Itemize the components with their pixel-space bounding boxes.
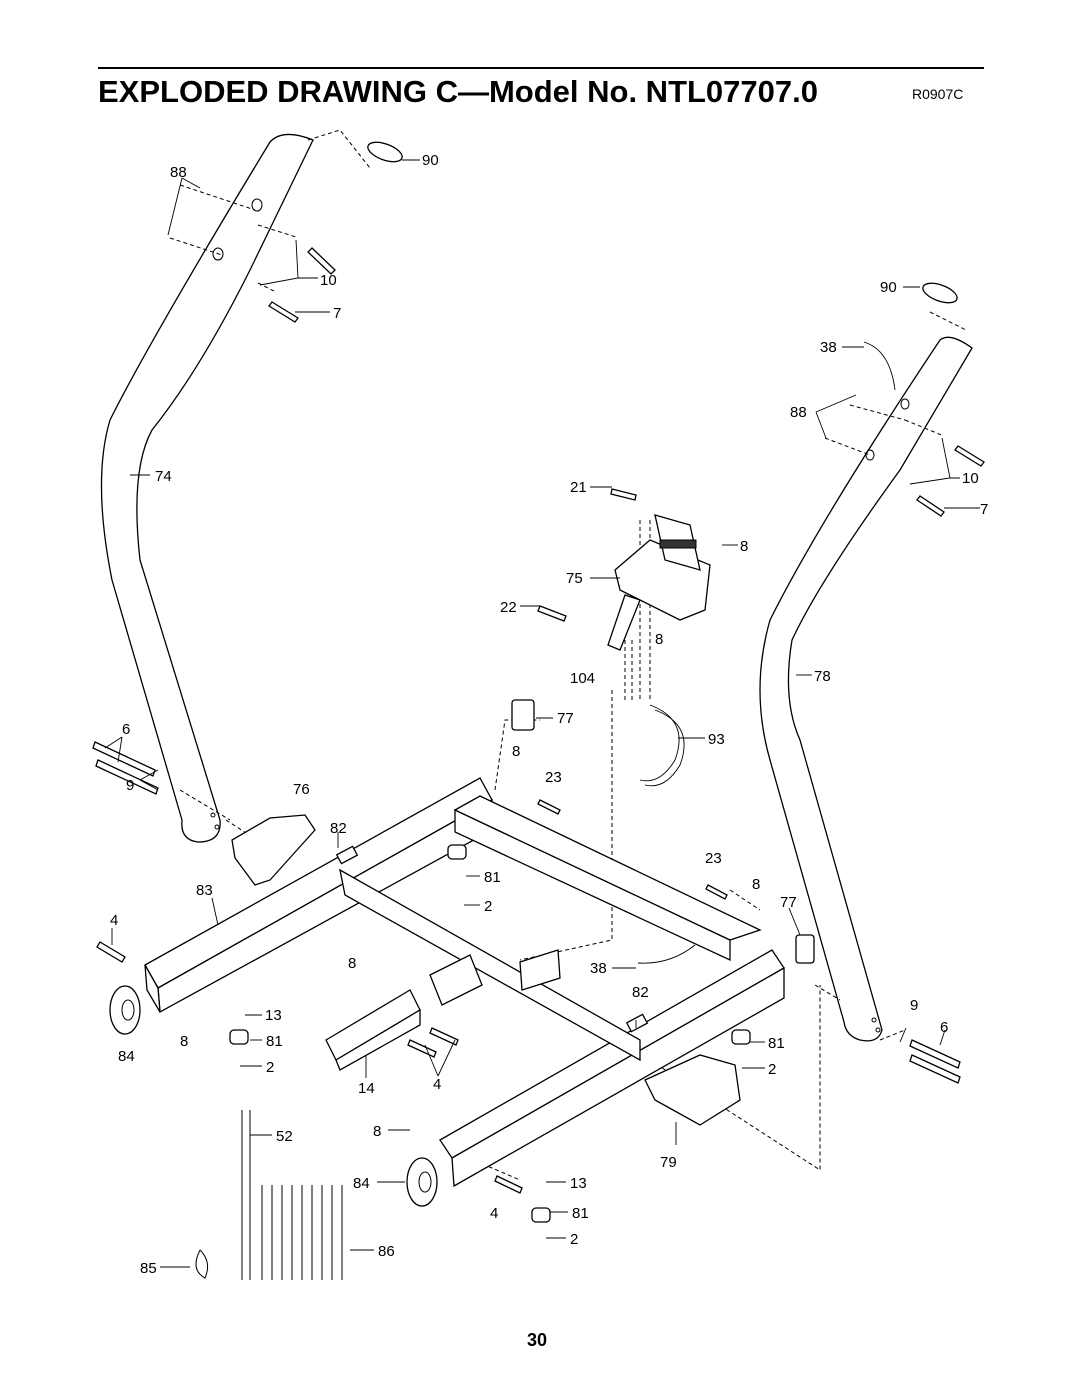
callout-4: 4: [490, 1205, 499, 1222]
callout-84: 84: [353, 1175, 370, 1192]
callout-83: 83: [196, 882, 213, 899]
page-title: EXPLODED DRAWING C—Model No. NTL07707.0: [98, 74, 818, 109]
callout-4: 4: [433, 1076, 442, 1093]
end-caps: [365, 138, 959, 306]
callout-7: 7: [333, 305, 342, 322]
motor-hood-left: [232, 815, 315, 885]
callout-4: 4: [110, 912, 119, 929]
callout-81: 81: [768, 1035, 785, 1052]
callout-8: 8: [348, 955, 357, 972]
callout-79: 79: [660, 1154, 677, 1171]
wheel-left: [110, 986, 140, 1034]
callout-9: 9: [910, 997, 919, 1014]
page-number: 30: [527, 1330, 548, 1350]
drawing-reference-code: R0907C: [912, 86, 964, 102]
cable-ties: [196, 1110, 342, 1280]
callout-88: 88: [790, 404, 807, 421]
callout-82: 82: [330, 820, 347, 837]
callout-6: 6: [940, 1019, 949, 1036]
callout-7: 7: [980, 501, 989, 518]
callout-75: 75: [566, 570, 583, 587]
callout-21: 21: [570, 479, 587, 496]
callout-10: 10: [320, 272, 337, 289]
callout-77: 77: [557, 710, 574, 727]
callout-10: 10: [962, 470, 979, 487]
callout-13: 13: [265, 1007, 282, 1024]
callout-81: 81: [266, 1033, 283, 1050]
callout-23: 23: [545, 769, 562, 786]
callout-2: 2: [570, 1231, 579, 1248]
callout-90: 90: [880, 279, 897, 296]
callout-38: 38: [820, 339, 837, 356]
callout-74: 74: [155, 468, 172, 485]
callout-85: 85: [140, 1260, 157, 1277]
left-upright: [101, 134, 313, 842]
link-arm: [326, 990, 420, 1070]
callout-8: 8: [655, 631, 664, 648]
callout-38: 38: [590, 960, 607, 977]
incline-motor: [608, 515, 710, 650]
callout-86: 86: [378, 1243, 395, 1260]
callout-2: 2: [484, 898, 493, 915]
bolts: [93, 248, 984, 1193]
callout-8: 8: [752, 876, 761, 893]
callout-6: 6: [122, 721, 131, 738]
callout-8: 8: [512, 743, 521, 760]
callout-84: 84: [118, 1048, 135, 1065]
callout-93: 93: [708, 731, 725, 748]
callout-8: 8: [180, 1033, 189, 1050]
callout-14: 14: [358, 1080, 375, 1097]
callout-90: 90: [422, 152, 439, 169]
callout-2: 2: [266, 1059, 275, 1076]
callout-88: 88: [170, 164, 187, 181]
callout-78: 78: [814, 668, 831, 685]
callout-2: 2: [768, 1061, 777, 1078]
callout-13: 13: [570, 1175, 587, 1192]
callout-104: 104: [570, 670, 596, 687]
callout-22: 22: [500, 599, 517, 616]
callout-76: 76: [293, 781, 310, 798]
callout-81: 81: [572, 1205, 589, 1222]
callout-77: 77: [780, 894, 797, 911]
callout-82: 82: [632, 984, 649, 1001]
callout-52: 52: [276, 1128, 293, 1145]
wheel-right: [407, 1158, 437, 1206]
callout-9: 9: [126, 777, 135, 794]
callout-8: 8: [373, 1123, 382, 1140]
callout-81: 81: [484, 869, 501, 886]
callout-23: 23: [705, 850, 722, 867]
callout-8: 8: [740, 538, 749, 555]
right-upright: [760, 337, 972, 1041]
